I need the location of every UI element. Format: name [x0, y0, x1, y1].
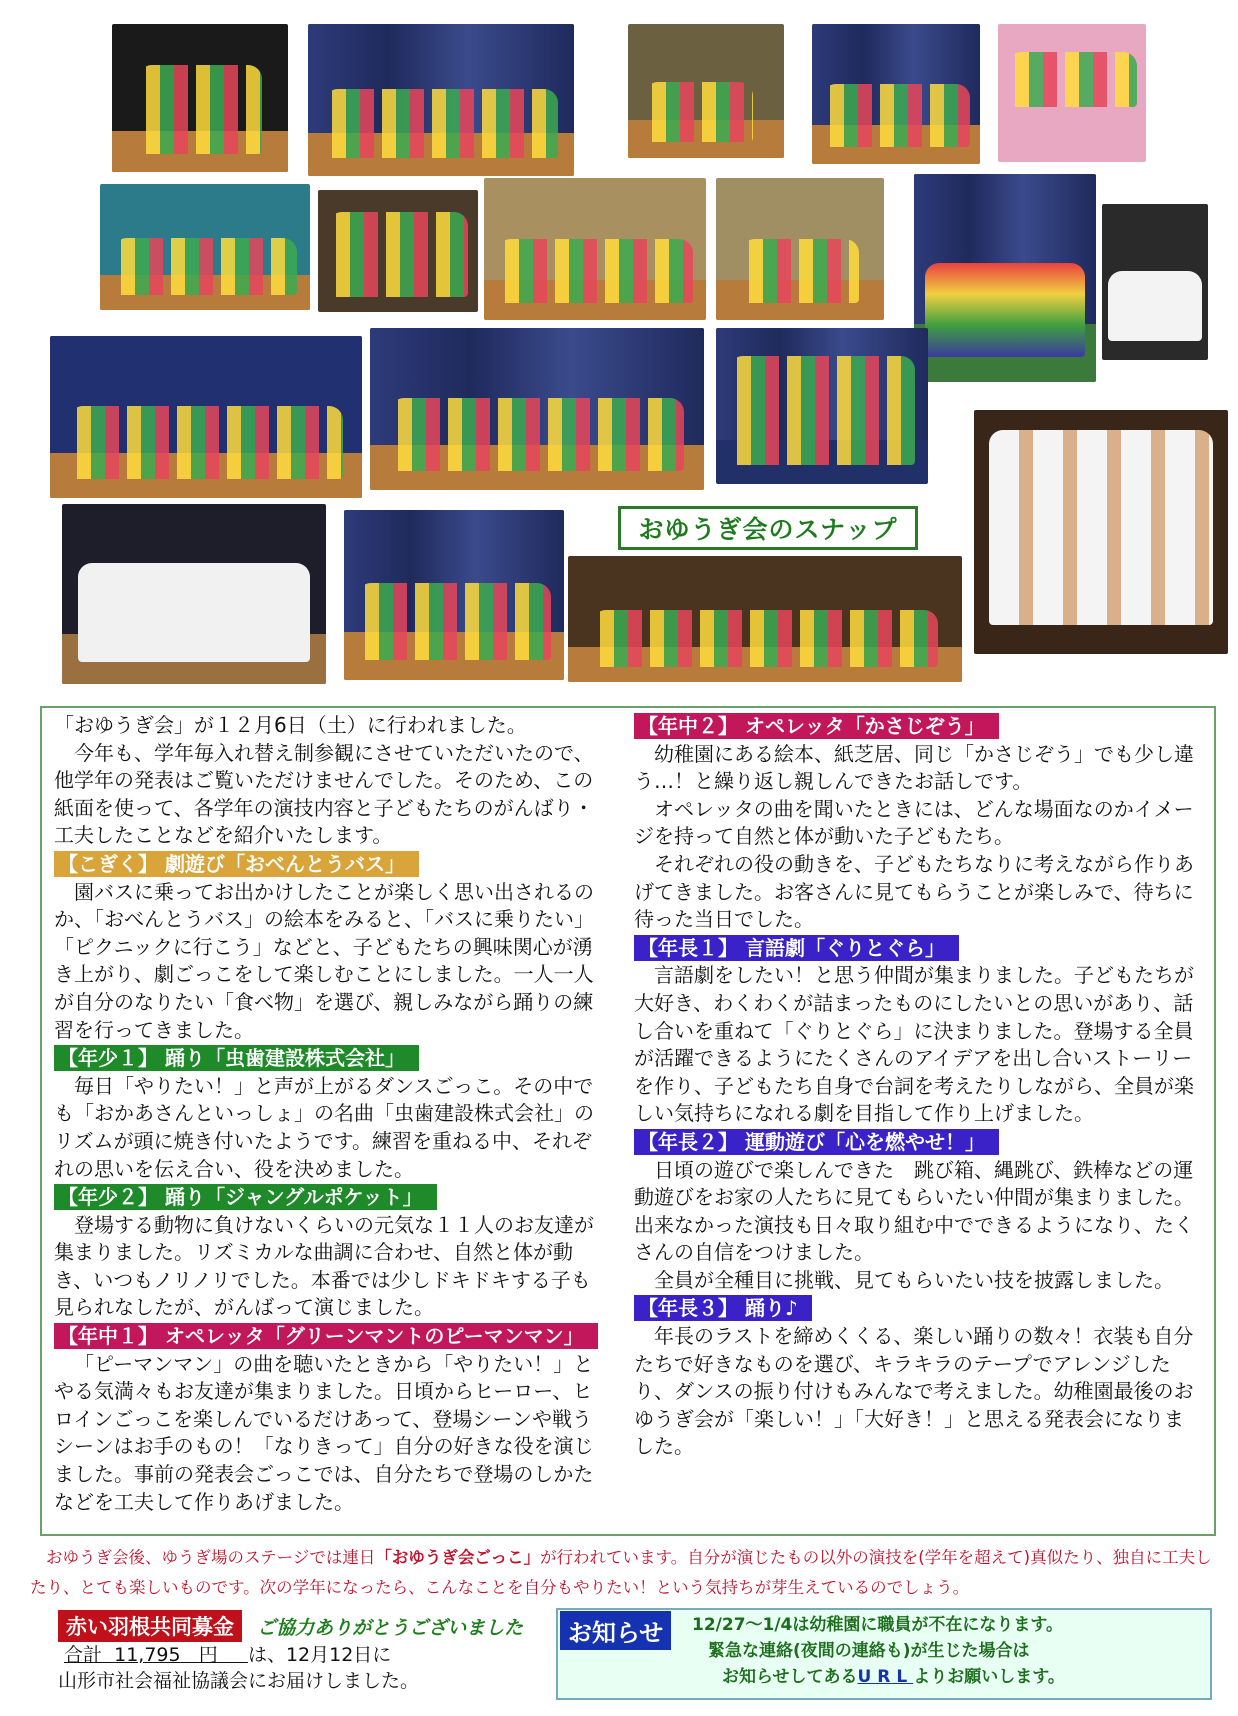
photo-4	[812, 24, 980, 164]
section-body-nencho2-2: 全員が全種目に挑戦、見てもらいたい技を披露しました。	[654, 1267, 1174, 1292]
section-body-nencho3: 年長のラストを締めくくる、楽しい踊りの数々！衣装も自分たちで好きなものを選び、キラキラのテープでアレンジしたり、ダンスの振り付けもみんなで考えました。幼稚園最後のおゆうぎ会が「楽しい！」「大好き！」と思える発表会になりました。	[634, 1324, 1194, 1459]
notice-line1: 12/27～1/4は幼稚園に職員が不在になります。	[692, 1615, 1064, 1635]
section-heading-nencho1: 【年長１】 言語劇「ぐりとぐら」	[634, 935, 959, 961]
footnote-after: が行われています。自分が演じたもの以外の演技を(学年を超えて)真似たり、独自に工夫したり、とても楽しいものです。次の学年になったら、こんなことを自分もやりたい！という気持ちが芽生えているのでしょう。	[30, 1548, 1212, 1597]
notice-line2: 緊急な連絡(夜間の連絡も)が生じた場合は	[708, 1641, 1030, 1661]
left-column	[54, 712, 610, 1516]
photo-18	[568, 556, 962, 682]
section-heading-nenchu1: 【年中１】 オペレッタ「グリーンマントのピーマンマン」	[54, 1323, 598, 1349]
footnote	[30, 1543, 1220, 1603]
photo-10	[914, 174, 1096, 382]
red-feather-title: 赤い羽根共同募金	[58, 1610, 242, 1642]
snapshot-title: おゆうぎ会のスナップ	[618, 506, 918, 550]
section-body-nenchu1: 「ピーマンマン」の曲を聴いたときから「やりたい！」とやる気満々もお友達が集まりました。日頃からヒーロー、ヒロインごっこを楽しんでいるだけあって、登場シーンや戦うシーンはお手のもの！「なりきって」自分の好きな役を演じました。事前の発表会ごっこでは、自分たちで登場のしかたなどを工夫して作りあげました。	[54, 1351, 594, 1514]
footnote-before: おゆうぎ会後、ゆうぎ場のステージでは連日	[46, 1548, 376, 1567]
photo-2	[308, 24, 574, 176]
photo-12	[50, 336, 362, 498]
red-feather-line2: 山形市社会福祉協議会にお届けしました。	[58, 1670, 420, 1692]
photo-1	[112, 24, 288, 172]
red-feather-total-line	[58, 1642, 558, 1668]
total-rest: は、12月12日に	[247, 1644, 392, 1666]
notice-title: お知らせ	[560, 1611, 671, 1650]
red-feather-block	[58, 1610, 558, 1694]
photo-8	[484, 178, 706, 320]
section-body-nensho2: 登場する動物に負けないくらいの元気な１１人のお友達が集まりました。リズミカルな曲調に合わせ、自然と体が動き、いつもノリノリでした。本番では少しドキドキする子も見られなしたが、がんばって演じました。	[54, 1212, 594, 1320]
section-heading-nensho1: 【年少１】 踊り「虫歯建設株式会社」	[54, 1045, 419, 1071]
photo-7	[318, 190, 478, 312]
notice-url-link[interactable]: URL	[857, 1667, 914, 1687]
section-heading-nenchu2: 【年中２】 オペレッタ「かさじぞう」	[634, 713, 999, 739]
photo-13	[370, 328, 704, 490]
section-body-nenchu2-3: それぞれの役の動きを、子どもたちなりに考えながら作りあげてきました。お客さんに見てもらうことが楽しみで、待ちに待った当日でした。	[634, 851, 1194, 932]
section-heading-nensho2: 【年少２】 踊り「ジャングルポケット」	[54, 1184, 437, 1210]
section-body-nensho1: 毎日「やりたい！」と声が上がるダンスごっこ。その中でも「おかあさんといっしょ」の名曲「虫歯建設株式会社」のリズムが頭に焼き付いたようです。練習を重ねる中、それぞれの思いを伝え合い、役を決めました。	[54, 1073, 594, 1181]
photo-9	[716, 178, 884, 320]
total-label: 合計	[64, 1644, 103, 1666]
photo-6	[100, 184, 310, 310]
section-body-nenchu2-1: 幼稚園にある絵本、紙芝居、同じ「かさじぞう」でも少し違う…！と繰り返し親しんできたお話しです。	[634, 741, 1194, 794]
notice-line3-after: よりお願いします。	[913, 1667, 1065, 1687]
notice-line3	[692, 1664, 1065, 1690]
photo-15	[974, 410, 1228, 654]
notice-line3-before: お知らせしてある	[722, 1667, 858, 1687]
red-feather-thanks: ご協力ありがとうございました	[257, 1617, 524, 1639]
photo-17	[344, 510, 564, 680]
photo-16	[62, 504, 326, 684]
photo-5	[998, 24, 1146, 162]
total-unit: 円	[198, 1644, 218, 1666]
photo-14	[716, 328, 928, 484]
notice-text	[692, 1612, 1065, 1690]
photo-3	[628, 24, 784, 158]
section-body-nenchu2-2: オペレッタの曲を聞いたときには、どんな場面なのかイメージを持って自然と体が動いた子どもたち。	[634, 796, 1194, 849]
section-heading-nencho3: 【年長３】 踊り♪	[634, 1295, 812, 1321]
section-body-nencho1: 言語劇をしたい！と思う仲間が集まりました。子どもたちが大好き、わくわくが詰まったものにしたいとの思いがあり、話し合いを重ねて「ぐりとぐら」に決まりました。登場する全員が活躍できるようにたくさんのアイデアを出し合いストーリーを作り、子どもたち自身で台詞を考えたりしながら、全員が楽しい気持ちになれる劇を目指して作り上げました。	[634, 963, 1194, 1126]
right-column	[634, 712, 1196, 1461]
intro-line: 「おゆうぎ会」が１２月6日（土）に行われました。	[54, 713, 527, 737]
section-body-kogiku: 園バスに乗ってお出かけしたことが楽しく思い出されるのか、「おべんとうバス」の絵本をみると、「バスに乗りたい」「ピクニックに行こう」などと、子どもたちの興味関心が湧き上がり、劇ごっこをして楽しむことにしました。一人一人が自分のなりたい「食べ物」を選び、親しみながら踊りの練習を行ってきました。	[54, 879, 594, 1042]
section-body-nencho2-1: 日頃の遊びで楽しんできた 跳び箱、縄跳び、鉄棒などの運動遊びをお家の人たちに見てもらいたい仲間が集まりました。出来なかった演技も日々取り組む中でできるようになり、たくさんの自信をつけました。	[634, 1157, 1194, 1265]
total-value: 11,795	[114, 1644, 181, 1666]
photo-11	[1102, 204, 1208, 360]
section-heading-nencho2: 【年長２】 運動遊び「心を燃やせ！」	[634, 1129, 999, 1155]
intro-body: 今年も、学年毎入れ替え制参観にさせていただいたので、他学年の発表はご覧いただけませんでした。そのため、この紙面を使って、各学年の演技内容と子どもたちのがんばり・工夫したことなどを紹介いたします。	[54, 740, 594, 848]
section-heading-kogiku: 【こぎく】 劇遊び「おべんとうバス」	[54, 851, 419, 877]
footnote-highlight: 「おゆうぎ会ごっこ」	[375, 1548, 541, 1567]
